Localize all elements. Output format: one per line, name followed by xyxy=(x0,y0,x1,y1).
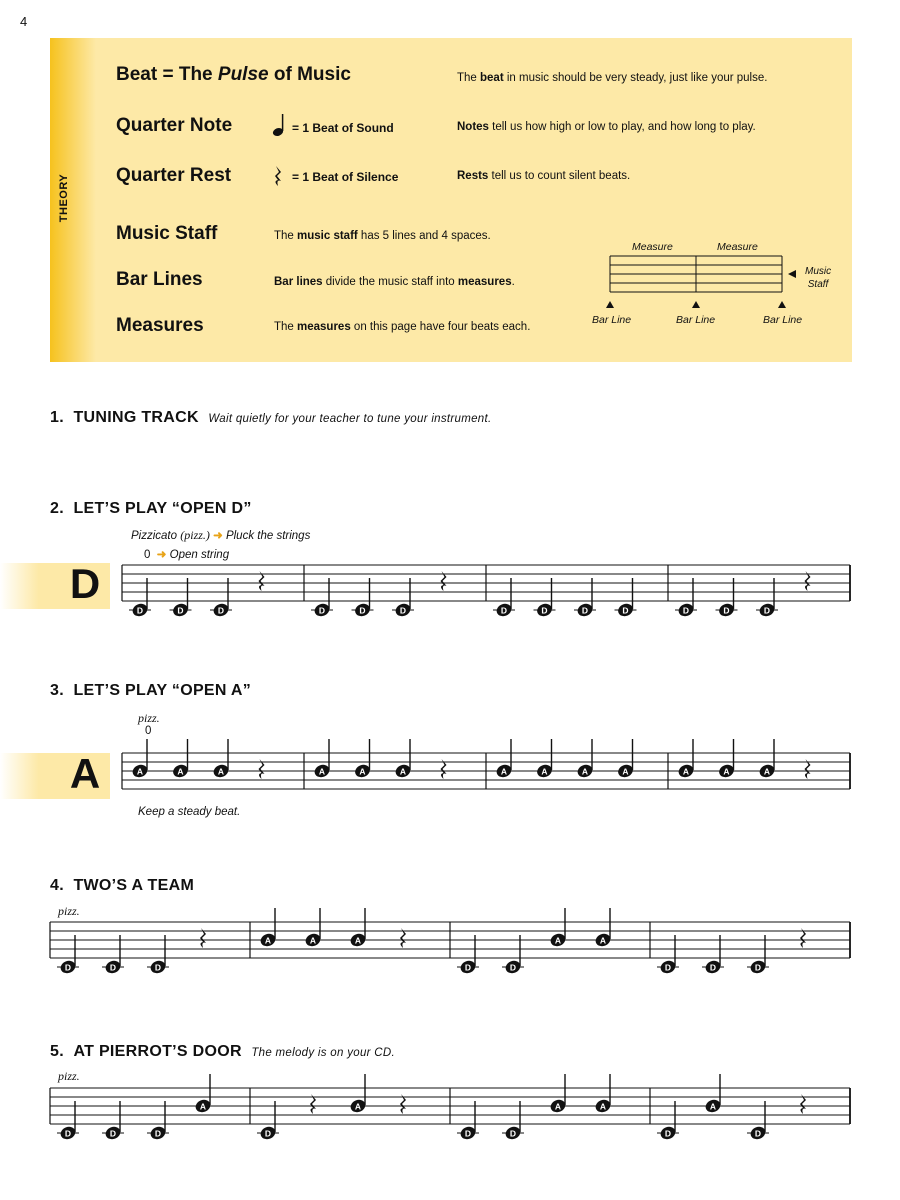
note-letter: D xyxy=(754,1128,762,1139)
note-letter: D xyxy=(464,1128,472,1139)
open-string-instruction: 0 ➜ Open string xyxy=(144,549,230,561)
note-letter: D xyxy=(754,962,762,973)
note-letter: A xyxy=(554,935,562,946)
note-letter: D xyxy=(154,962,162,973)
note-letter: A xyxy=(354,1101,362,1112)
diagram-music-staff-label: Music Staff xyxy=(805,266,832,290)
quarter-note-term: Quarter Note xyxy=(116,115,233,136)
note-letter: D xyxy=(509,1128,517,1139)
note-letter: A xyxy=(217,766,225,777)
note-letter: A xyxy=(763,766,771,777)
note-letter: D xyxy=(399,605,407,616)
note-letter: A xyxy=(622,766,629,777)
note-letter: D xyxy=(177,605,184,616)
note-letter: A xyxy=(682,766,690,777)
string-tab-d-letter: D xyxy=(69,560,101,607)
diagram-measure-label-2: Measure xyxy=(717,241,758,253)
pizz-marking: pizz. xyxy=(58,1069,80,1083)
pizzicato-instruction: Pizzicato (pizz.) ➜ Pluck the strings xyxy=(131,528,311,542)
pizz-marking: pizz. xyxy=(138,711,160,725)
note-letter: A xyxy=(500,766,508,777)
note-letter: D xyxy=(109,1128,117,1139)
measures-desc: The measures on this page have four beats each. xyxy=(274,321,531,333)
steady-beat-note: Keep a steady beat. xyxy=(138,806,241,818)
note-letter: D xyxy=(109,962,117,973)
music-staff-desc: The music staff has 5 lines and 4 spaces. xyxy=(274,230,491,242)
note-letter: A xyxy=(709,1101,717,1112)
note-letter: A xyxy=(399,766,407,777)
note-letter: A xyxy=(264,935,272,946)
quarter-rest-term: Quarter Rest xyxy=(116,165,232,186)
note-letter: D xyxy=(581,605,589,616)
note-letter: D xyxy=(664,1128,672,1139)
note-letter: D xyxy=(541,605,548,616)
exercise-4-title: 4. TWO’S A TEAM xyxy=(50,877,195,894)
note-letter: D xyxy=(723,605,730,616)
note-letter: D xyxy=(709,962,717,973)
pizz-marking: pizz. xyxy=(58,904,80,918)
note-letter: D xyxy=(464,962,472,973)
arrow-icon: ➜ xyxy=(213,530,223,542)
measures-term: Measures xyxy=(116,315,204,336)
quarter-note-desc: Notes tell us how high or low to play, and how long to play. xyxy=(457,121,756,133)
note-letter: D xyxy=(500,605,508,616)
diagram-measure-label-1: Measure xyxy=(632,241,673,253)
open-marker: 0 xyxy=(145,725,152,737)
music-staff-term: Music Staff xyxy=(116,223,218,244)
page-number: 4 xyxy=(20,14,28,29)
note-letter: A xyxy=(599,1101,607,1112)
note-letter: A xyxy=(599,935,607,946)
note-letter: D xyxy=(217,605,225,616)
note-letter: D xyxy=(318,605,326,616)
note-letter: D xyxy=(64,962,72,973)
note-letter: D xyxy=(154,1128,162,1139)
note-letter: D xyxy=(622,605,629,616)
note-letter: A xyxy=(554,1101,562,1112)
note-letter: A xyxy=(354,935,362,946)
note-letter: D xyxy=(264,1128,272,1139)
exercise-3-title: 3. LET’S PLAY “OPEN A” xyxy=(50,682,252,699)
diagram-bar-line-2: Bar Line xyxy=(676,314,716,326)
diagram-bar-line-3: Bar Line xyxy=(763,314,803,326)
quarter-note-symbol-text: = 1 Beat of Sound xyxy=(292,121,394,135)
arrow-icon: ➜ xyxy=(156,549,167,561)
bar-lines-desc: Bar lines divide the music staff into measures. xyxy=(274,276,515,288)
beat-desc: The beat in music should be very steady, just like your pulse. xyxy=(457,72,768,84)
exercise-1-title: 1. TUNING TRACK Wait quietly for your teacher to tune your instrument. xyxy=(50,409,492,426)
exercise-2-title: 2. LET’S PLAY “OPEN D” xyxy=(50,500,252,517)
note-letter: D xyxy=(136,605,144,616)
exercise-5-title: 5. AT PIERROT’S DOOR The melody is on your CD. xyxy=(50,1043,395,1060)
note-letter: A xyxy=(177,766,184,777)
note-letter: D xyxy=(763,605,771,616)
bar-lines-term: Bar Lines xyxy=(116,269,203,290)
note-letter: A xyxy=(318,766,326,777)
note-letter: A xyxy=(541,766,548,777)
theory-tab-label: THEORY xyxy=(58,173,70,223)
note-letter: D xyxy=(359,605,366,616)
note-letter: A xyxy=(581,766,589,777)
note-letter: A xyxy=(309,935,317,946)
quarter-rest-symbol-text: = 1 Beat of Silence xyxy=(292,170,399,184)
note-letter: D xyxy=(664,962,672,973)
diagram-bar-line-1: Bar Line xyxy=(592,314,632,326)
note-letter: D xyxy=(64,1128,72,1139)
note-letter: A xyxy=(359,766,366,777)
quarter-rest-desc: Rests tell us to count silent beats. xyxy=(457,170,631,182)
string-tab-a-letter: A xyxy=(69,750,101,797)
note-letter: A xyxy=(199,1101,207,1112)
note-letter: D xyxy=(682,605,690,616)
note-letter: A xyxy=(136,766,144,777)
note-letter: D xyxy=(509,962,517,973)
note-letter: A xyxy=(723,766,730,777)
beat-term: Beat = The Pulse of Music xyxy=(116,64,351,85)
